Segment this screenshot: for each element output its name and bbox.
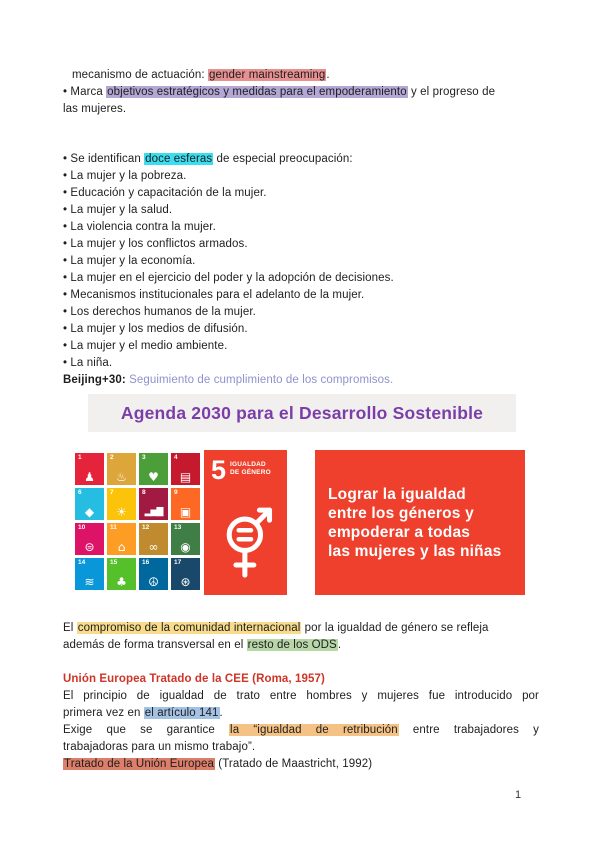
text-line	[63, 168, 539, 185]
sdg-16-paz-justicia-tile	[139, 558, 168, 590]
highlighted-text: resto de los ODS	[247, 639, 337, 651]
text-line	[63, 722, 539, 739]
sdg-13-accion-clima-icon: ◉	[180, 540, 191, 554]
sdg-tile-number: 15	[110, 559, 118, 566]
text-run: • Marca	[63, 86, 107, 98]
text-run: por la igualdad de género se refleja	[301, 622, 489, 634]
text-line	[63, 287, 539, 304]
text-line	[328, 542, 525, 561]
text-line	[63, 620, 539, 637]
sdg-16-paz-justicia-icon: ☮	[148, 575, 159, 589]
ue-section-heading: Unión Europea Tratado de la CEE (Roma, 1957)	[63, 673, 325, 685]
text-line	[63, 202, 539, 219]
text-run: • Mecanismos institucionales para el adelanto de la mujer.	[63, 289, 365, 301]
sdg-tile-number: 2	[110, 454, 114, 461]
sdg-7-energia-tile	[107, 488, 136, 520]
section-union-europea	[63, 671, 539, 773]
sdg5-header	[204, 450, 287, 485]
text-run: trabajadoras para un mismo trabajo”.	[63, 741, 256, 753]
text-line	[63, 304, 539, 321]
sdg-17-alianzas-tile	[171, 558, 200, 590]
sdg-1-fin-pobreza-icon: ♟	[84, 470, 95, 484]
highlighted-text: Tratado de la Unión Europea	[64, 758, 214, 770]
sdg-tile-number: 17	[174, 559, 182, 566]
text-run: (Tratado de Maastricht, 1992)	[214, 758, 373, 770]
sdg-9-industria-icon: ▣	[179, 505, 192, 519]
sdg-tile-number: 13	[174, 524, 182, 531]
sdg-11-ciudades-tile	[107, 523, 136, 555]
text-line	[328, 523, 525, 542]
sdg-10-desigualdades-tile	[75, 523, 104, 555]
text-run: entre trabajadores y	[398, 724, 539, 736]
text-line	[63, 270, 539, 287]
text-run: y el progreso de	[407, 86, 496, 98]
text-line	[63, 151, 539, 168]
sdg-13-accion-clima-tile	[171, 523, 200, 555]
highlighted-text: compromiso de la comunidad internacional	[77, 622, 301, 634]
list-doce-esferas	[63, 151, 539, 389]
text-run: El	[63, 622, 77, 634]
sdg-tile-number: 3	[142, 454, 146, 461]
text-run: Beijing+30:	[63, 374, 130, 386]
sdg-tile-number: 1	[78, 454, 82, 461]
text-line	[63, 688, 539, 705]
sdg-tile-number: 8	[142, 489, 146, 496]
text-line	[63, 84, 539, 101]
text-run: • Los derechos humanos de la mujer.	[63, 306, 256, 318]
sdg-6-agua-limpia-tile	[75, 488, 104, 520]
text-line	[63, 355, 539, 372]
highlighted-text: el artículo 141	[144, 707, 219, 719]
text-run: primera vez en	[63, 707, 144, 719]
text-line	[63, 338, 539, 355]
highlighted-text: doce esferas	[145, 153, 213, 165]
sdg-3-salud-tile	[139, 453, 168, 485]
sdg-tile-number: 9	[174, 489, 178, 496]
text-line	[63, 67, 539, 84]
sdg-tile-number: 12	[142, 524, 150, 531]
text-line	[63, 236, 539, 253]
text-line	[63, 253, 539, 270]
text-run: mecanismo de actuación:	[72, 69, 208, 81]
text-run: Exige que se garantice	[63, 724, 230, 736]
sdg-3-salud-icon: ♥	[148, 470, 159, 484]
text-run: las mujeres y las niñas	[328, 542, 502, 560]
text-run: • La mujer y los conflictos armados.	[63, 238, 248, 250]
sdg-1-fin-pobreza-tile	[75, 453, 104, 485]
text-run: El principio de igualdad de trato entre hombres y mujeres fue introducido por	[63, 690, 539, 702]
paragraph-gender-mainstreaming	[63, 67, 539, 118]
sdg-tile-number: 6	[78, 489, 82, 496]
sdg-2-hambre-cero-tile	[107, 453, 136, 485]
text-run: además de forma transversal en el	[63, 639, 247, 651]
sdg5-label-line1: IGUALDAD	[230, 461, 266, 468]
sdg-15-vida-terrestre-tile	[107, 558, 136, 590]
sdg-tile-number: 7	[110, 489, 114, 496]
sdg5-number: 5	[211, 455, 227, 485]
text-line	[328, 504, 525, 523]
text-run: • La niña.	[63, 357, 113, 369]
sdg-12-consumo-responsable-icon: ∞	[148, 540, 159, 554]
text-line	[63, 321, 539, 338]
text-run: Lograr la igualdad	[328, 485, 466, 503]
text-run: .	[219, 707, 223, 719]
text-run: • La mujer y los medios de difusión.	[63, 323, 248, 335]
sdg5-label-line2: DE GÉNERO	[230, 468, 271, 476]
sdg-goals-grid	[75, 453, 200, 590]
text-run: las mujeres.	[63, 103, 127, 115]
text-line	[63, 705, 539, 722]
text-line	[63, 739, 539, 756]
text-line	[63, 637, 539, 654]
paragraph-compromiso	[63, 620, 539, 654]
sdg-4-educacion-icon: ▤	[179, 470, 192, 484]
sdg5-message-panel	[315, 450, 525, 595]
sdg-14-vida-submarina-icon: ≋	[84, 575, 95, 589]
ue-section-body	[63, 688, 539, 773]
highlighted-text: gender mainstreaming	[209, 69, 326, 81]
gender-equality-symbol-icon	[218, 494, 274, 580]
sdg-9-industria-tile	[171, 488, 200, 520]
text-run: de especial preocupación:	[213, 153, 353, 165]
text-run: • Educación y capacitación de la mujer.	[63, 187, 267, 199]
sdg-11-ciudades-icon: ⌂	[117, 540, 126, 554]
sdg5-tile	[204, 450, 287, 595]
sdg-17-alianzas-icon: ⊛	[180, 575, 191, 589]
text-run: • La mujer y el medio ambiente.	[63, 340, 228, 352]
text-run: entre los géneros y	[328, 504, 474, 522]
text-line	[63, 219, 539, 236]
highlighted-text: la “igualdad de retribución	[230, 724, 398, 736]
text-line	[63, 372, 539, 389]
sdg-14-vida-submarina-tile	[75, 558, 104, 590]
sdg-2-hambre-cero-icon: ♨	[116, 470, 127, 484]
section-title-banner	[88, 394, 516, 432]
sdg-8-trabajo-decente-tile	[139, 488, 168, 520]
page-number: 1	[515, 789, 522, 801]
sdg-tile-number: 10	[78, 524, 86, 531]
sdg-12-consumo-responsable-tile	[139, 523, 168, 555]
sdg-8-trabajo-decente-icon: ▂▅▇	[144, 507, 163, 517]
sdg-image	[75, 450, 525, 595]
sdg-tile-number: 16	[142, 559, 150, 566]
text-run: .	[337, 639, 342, 651]
sdg-tile-number: 14	[78, 559, 86, 566]
sdg-tile-number: 4	[174, 454, 178, 461]
text-run: empoderar a todas	[328, 523, 471, 541]
text-run: • La mujer y la pobreza.	[63, 170, 187, 182]
sdg-tile-number: 11	[110, 524, 117, 531]
text-line	[328, 485, 525, 504]
sdg-4-educacion-tile	[171, 453, 200, 485]
text-run: • La mujer en el ejercicio del poder y la adopción de decisiones.	[63, 272, 394, 284]
text-line	[63, 101, 539, 118]
text-run: Seguimiento de cumplimiento de los compromisos.	[129, 374, 394, 386]
sdg-15-vida-terrestre-icon: ♣	[116, 575, 127, 589]
sdg-6-agua-limpia-icon: ◆	[84, 505, 95, 519]
sdg5-label	[230, 461, 271, 476]
text-run: • La mujer y la salud.	[63, 204, 173, 216]
highlighted-text: objetivos estratégicos y medidas para el empoderamiento	[107, 86, 407, 98]
text-run: • La violencia contra la mujer.	[63, 221, 216, 233]
text-run: .	[326, 69, 330, 81]
sdg-10-desigualdades-icon: ⊜	[84, 540, 95, 554]
section-title-text: Agenda 2030 para el Desarrollo Sostenible	[120, 402, 484, 423]
text-run: • La mujer y la economía.	[63, 255, 196, 267]
sdg-7-energia-icon: ☀	[116, 505, 127, 519]
text-line	[63, 756, 539, 773]
text-run: • Se identifican	[63, 153, 145, 165]
text-line	[63, 185, 539, 202]
